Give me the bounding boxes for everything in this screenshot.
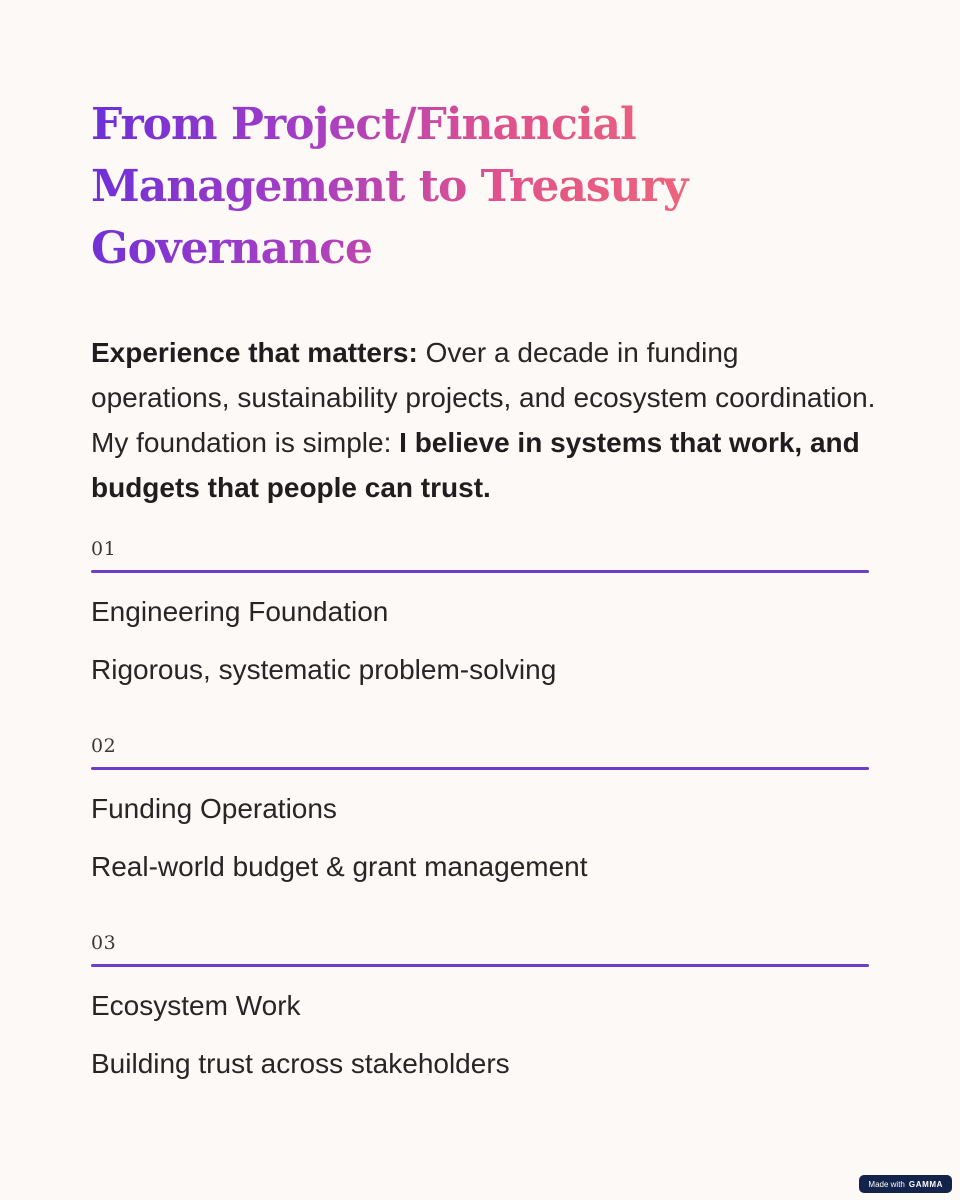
intro-emphasis: I believe in systems that work, and budgets that people can trust. bbox=[91, 427, 860, 503]
item-description: Real-world budget & grant management bbox=[91, 851, 588, 882]
item-divider bbox=[91, 767, 869, 770]
item-description: Rigorous, systematic problem-solving bbox=[91, 654, 557, 685]
item-description: Building trust across stakeholders bbox=[91, 1048, 510, 1079]
item-heading: Engineering Foundation bbox=[91, 596, 389, 627]
item-number: 01 bbox=[91, 538, 117, 560]
made-with-badge[interactable] bbox=[859, 1175, 952, 1193]
item-divider bbox=[91, 964, 869, 967]
intro-body: Over a decade in funding operations, sustainability projects, and ecosystem coordination. My foundation is simple: bbox=[91, 337, 876, 458]
item-number: 02 bbox=[91, 735, 117, 757]
item-divider bbox=[91, 570, 869, 573]
page-title bbox=[91, 94, 711, 280]
title-line-2: Management to Treasury bbox=[91, 161, 688, 212]
intro-lead: Experience that matters: bbox=[91, 337, 418, 368]
badge-brand: GAMMA bbox=[908, 1179, 943, 1189]
item-number: 03 bbox=[91, 932, 117, 954]
item-heading: Ecosystem Work bbox=[91, 990, 301, 1021]
item-heading: Funding Operations bbox=[91, 793, 337, 824]
intro-paragraph bbox=[91, 330, 881, 510]
title-line-1: From Project/Financial bbox=[91, 99, 636, 150]
title-line-3: Governance bbox=[91, 223, 372, 274]
badge-prefix: Made with bbox=[868, 1179, 905, 1189]
